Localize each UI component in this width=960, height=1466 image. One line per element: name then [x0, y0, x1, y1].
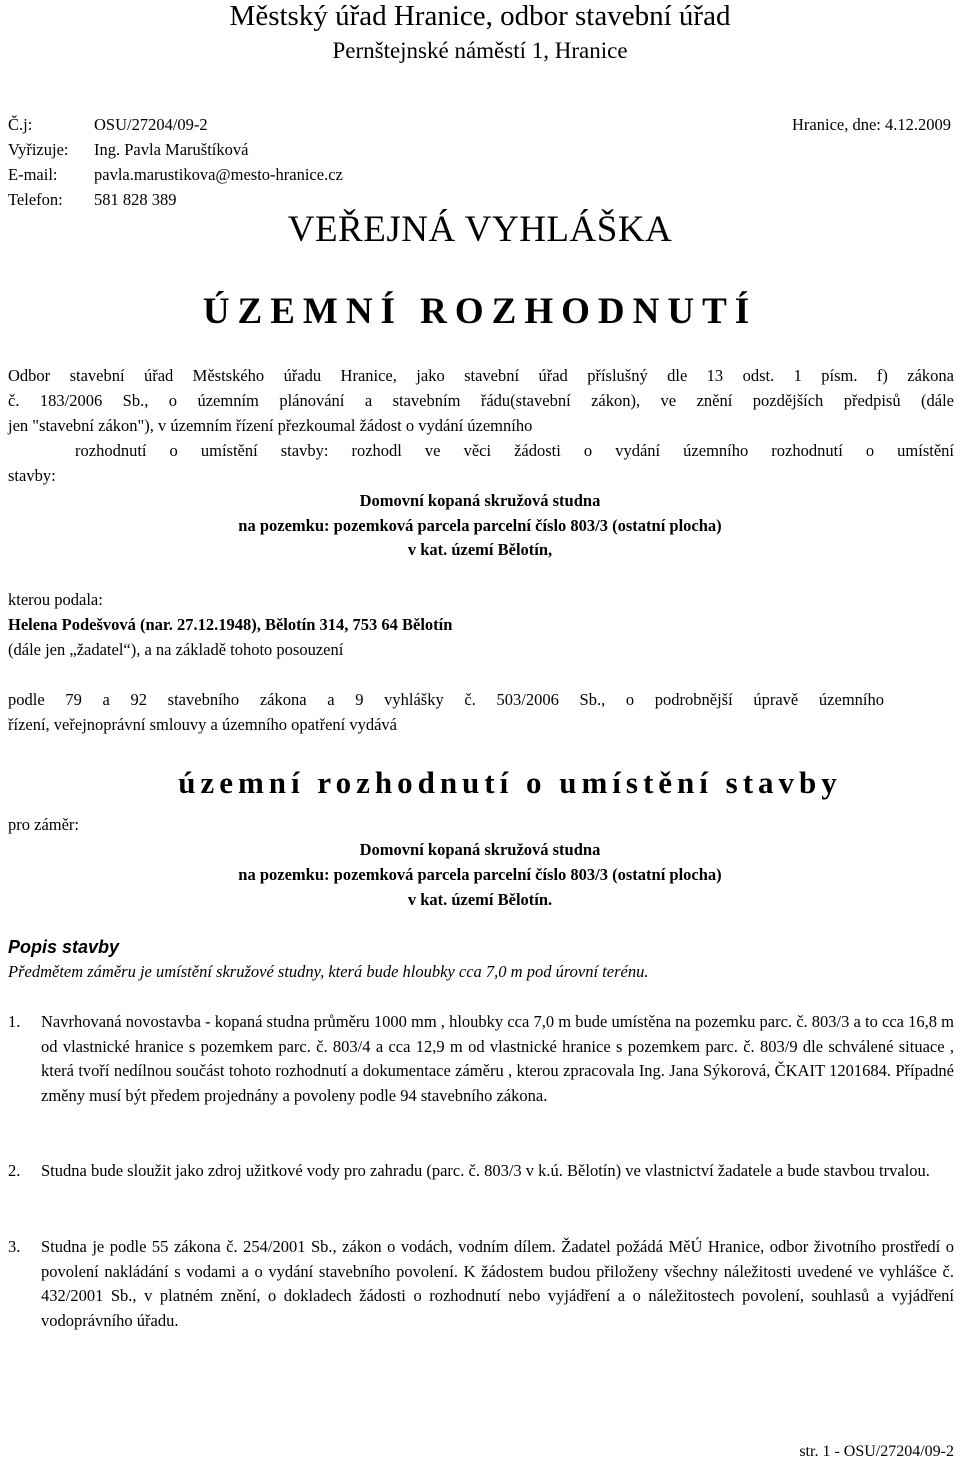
- applicant-note: (dále jen „žadatel“), a na základě tohoto posouzení: [8, 640, 344, 659]
- document-date: Hranice, dne: 4.12.2009: [792, 115, 951, 134]
- email-label: E-mail:: [8, 165, 58, 184]
- office-address: Pernštejnské náměstí 1, Hranice: [332, 38, 628, 63]
- intro-line-3: jen "stavební zákon"), v územním řízení přezkoumal žádost o vydání územního: [8, 416, 533, 435]
- popis-heading: Popis stavby: [8, 937, 120, 957]
- vyrizuje-value: Ing. Pavla Maruštíková: [94, 140, 249, 159]
- intro-line-4: rozhodnutí o umístění stavby: rozhodl ve věci žádosti o vydání územního rozhodnutí o umístění: [75, 441, 954, 460]
- applicant-label: kterou podala:: [8, 590, 103, 609]
- intro-line-2: č. 183/2006 Sb., o územním plánování a stavebním řádu(stavební zákon), ve znění pozdějších předpisů (dále: [8, 391, 954, 410]
- popis-text: Předmětem záměru je umístění skružové studny, která bude hloubky cca 7,0 m pod úrovní terénu.: [8, 962, 649, 981]
- project1-line-1: Domovní kopaná skružová studna: [359, 491, 601, 510]
- page-footer: str. 1 - OSU/27204/09-2: [799, 1443, 954, 1460]
- decision-heading: územní rozhodnutí o umístění stavby: [178, 765, 842, 800]
- zoning-decision-heading: ÚZEMNÍ ROZHODNUTÍ: [202, 291, 758, 332]
- project2-line-2: na pozemku: pozemková parcela parcelní číslo 803/3 (ostatní plocha): [238, 865, 722, 884]
- project1-line-2: na pozemku: pozemková parcela parcelní číslo 803/3 (ostatní plocha): [238, 516, 722, 535]
- cj-value: OSU/27204/09-2: [94, 115, 208, 134]
- phone-value: 581 828 389: [94, 190, 177, 209]
- phone-label: Telefon:: [8, 190, 63, 209]
- project2-line-1: Domovní kopaná skružová studna: [359, 840, 601, 859]
- intro-line-5: stavby:: [8, 466, 56, 485]
- zamer-label: pro záměr:: [8, 815, 80, 834]
- item-number: 2.: [8, 1161, 21, 1180]
- cj-label: Č.j:: [8, 115, 33, 134]
- item-number: 3.: [8, 1237, 21, 1256]
- handler-line: [8, 138, 248, 163]
- email-value[interactable]: pavla.marustikova@mesto-hranice.cz: [94, 165, 343, 184]
- email-line: [8, 163, 343, 188]
- item-text: Navrhovaná novostavba - kopaná studna průměru 1000 mm , hloubky cca 7,0 m bude umístěna na pozemku parc. č. 803/3 a to cca 16,8 m od vlastnické hranice s pozemkem parc. č. 803/4 a cca 12,9 m od vlastnické hranice s pozemkem parc. č. 803/9 dle schválené situace , která tvoří nedílnou součást tohoto rozhodnutí a dokumentace záměru , kterou zpracovala Ing. Jana Sýkorová, ČKAIT 1201684. Případné změny musí být předem projednány a povoleny podle 94 stavebního zákona.: [41, 1012, 954, 1105]
- reference-line: [8, 113, 208, 138]
- item-text: Studna je podle 55 zákona č. 254/2001 Sb., zákon o vodách, vodním dílem. Žadatel požádá MěÚ Hranice, odbor životního prostředí o povolení nakládání s vodami a o vydání stavebního povolení. K žádostem budou přiloženy všechny náležitosti uvedené ve vyhlášce č. 432/2001 Sb., v platném znění, o dokladech žádosti o rozhodnutí nebo vyjádření a o náležitostech povolení, souhlasů a vyjádření vodoprávního úřadu.: [41, 1237, 954, 1330]
- project2-line-3: v kat. území Bělotín.: [407, 890, 553, 909]
- legal-line-2: řízení, veřejnoprávní smlouvy a územního opatření vydává: [8, 715, 397, 734]
- item-text: Studna bude sloužit jako zdroj užitkové vody pro zahradu (parc. č. 803/3 v k.ú. Bělotín) ve vlastnictví žadatele a bude stavbou trvalou.: [41, 1161, 930, 1180]
- legal-line-1: podle 79 a 92 stavebního zákona a 9 vyhlášky č. 503/2006 Sb., o podrobnější úpravě územního: [8, 690, 884, 709]
- vyrizuje-label: Vyřizuje:: [8, 140, 69, 159]
- applicant-name: Helena Podešvová (nar. 27.12.1948), Bělotín 314, 753 64 Bělotín: [8, 615, 453, 634]
- intro-line-1: Odbor stavební úřad Městského úřadu Hranice, jako stavební úřad příslušný dle 13 odst. 1 písm. f) zákona: [8, 366, 954, 385]
- project1-line-3: v kat. území Bělotín,: [407, 540, 553, 559]
- item-number: 1.: [8, 1012, 21, 1031]
- office-title: Městský úřad Hranice, odbor stavební úřad: [229, 0, 731, 32]
- public-notice-heading: VEŘEJNÁ VYHLÁŠKA: [287, 209, 673, 250]
